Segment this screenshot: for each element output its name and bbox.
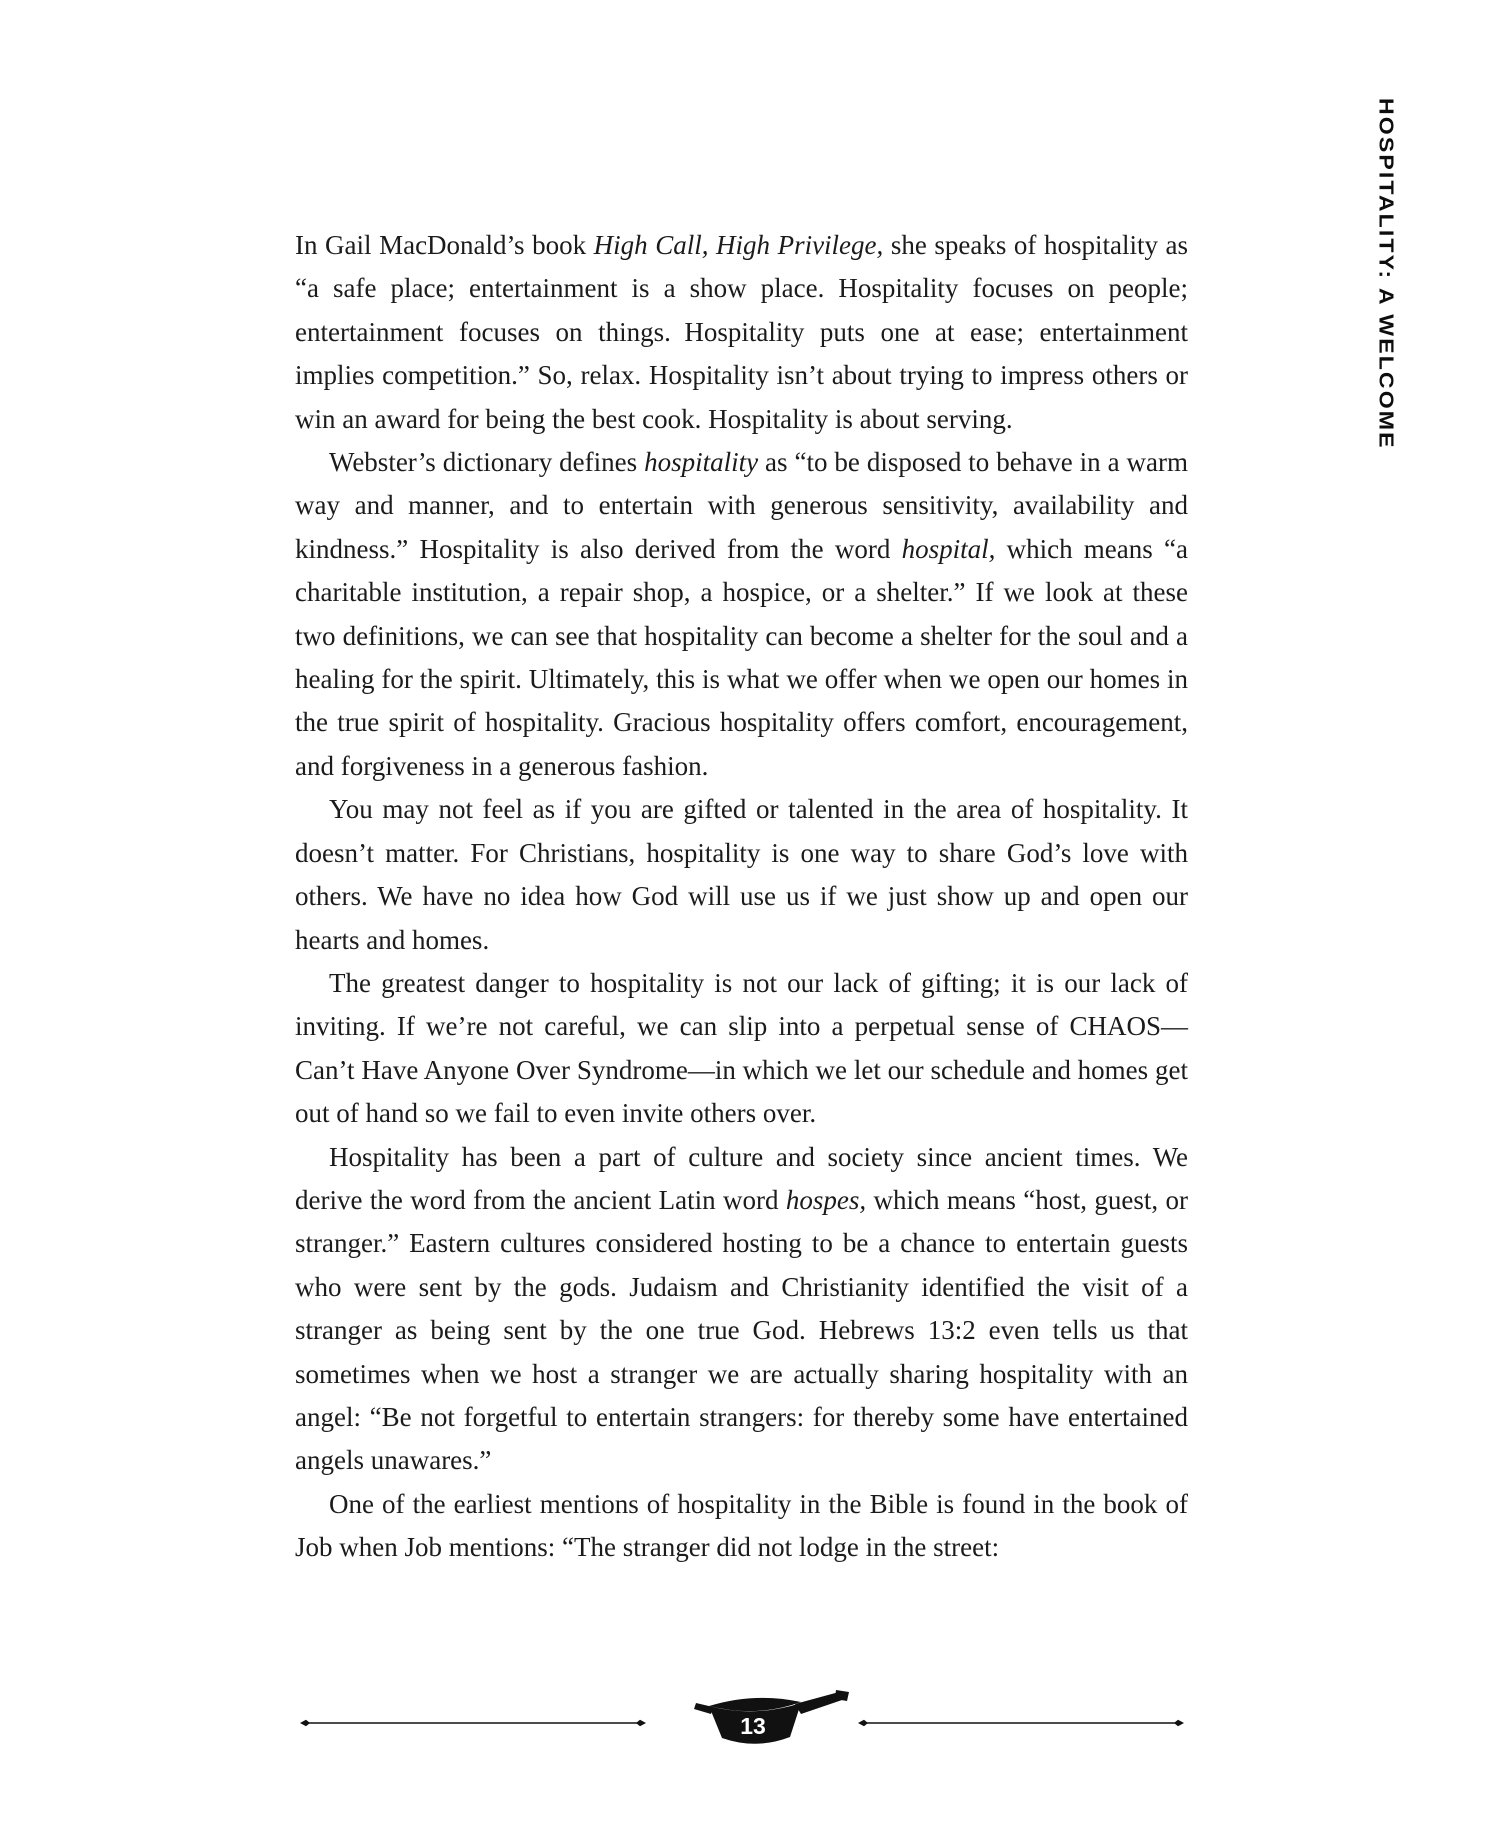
- text-run: she speaks of hospitality as “a safe place; entertainment is a show place. Hospitality focuses on people; entertainment focuses on things. Hospitality puts one at ease; entertainment implies competition.” So, relax. Hospitality isn’t about trying to impress others or win an award for being the best cook. Hospitality is about serving.: [295, 230, 1188, 434]
- footer-rule-left: [300, 1718, 646, 1728]
- text-run: In Gail MacDonald’s book: [295, 230, 594, 260]
- body-text: [295, 224, 1188, 1570]
- paragraph: [295, 962, 1188, 1136]
- chapter-running-head: HOSPITALITY: A WELCOME: [1374, 98, 1398, 450]
- paragraph: [295, 1483, 1188, 1570]
- italic-text-run: hospitality: [644, 447, 759, 478]
- text-run: which means “a charitable institution, a repair shop, a hospice, or a shelter.” If we look at these two definitions, we can see that hospitality can become a shelter for the soul and a healing for the spirit. Ultimately, this is what we offer when we open our homes in the true spirit of hospitality. Gracious hospitality offers comfort, encouragement, and forgiveness in a generous fashion.: [295, 533, 1188, 781]
- paragraph: [295, 441, 1188, 788]
- text-run: which means “host, guest, or stranger.” Eastern cultures considered hosting to be a chance to entertain guests who were sent by the gods. Judaism and Christianity identified the visit of a stranger as being sent by the one true God. Hebrews 13:2 even tells us that sometimes when we host a stranger we are actually sharing hospitality with an angel: “Be not forgetful to entertain strangers: for thereby some have entertained angels unawares.”: [295, 1184, 1188, 1476]
- italic-text-run: High Call, High Privilege,: [593, 230, 884, 260]
- text-run: Webster’s dictionary defines: [329, 447, 645, 478]
- text-run: Hospitality has been a part of culture and society since ancient times. We derive the word from the ancient Latin word: [295, 1141, 1188, 1215]
- paragraph: [295, 788, 1188, 962]
- text-run: as “to be disposed to behave in a warm way and manner, and to entertain with generous sensitivity, availability and kindness.” Hospitality is also derived from the word: [295, 447, 1189, 564]
- italic-text-run: hospital,: [901, 533, 996, 564]
- paragraph: [295, 1136, 1188, 1483]
- text-run: One of the earliest mentions of hospitality in the Bible is found in the book of Job when Job mentions: “The stranger did not lodge in the street:: [295, 1488, 1188, 1563]
- page-footer: [0, 1680, 1500, 1770]
- text-run: You may not feel as if you are gifted or talented in the area of hospitality. It doesn’t matter. For Christians, hospitality is one way to share God’s love with others. We have no idea how God will use us if we just show up and open our hearts and homes.: [295, 794, 1188, 955]
- page-number: 13: [740, 1713, 766, 1739]
- italic-text-run: hospes,: [785, 1184, 867, 1215]
- footer-rule-right: [858, 1718, 1184, 1728]
- text-run: The greatest danger to hospitality is not our lack of gifting; it is our lack of inviting. If we’re not careful, we can slip into a perpetual sense of CHAOS—Can’t Have Anyone Over Syndrome—in which we let our schedule and homes get out of hand so we fail to even invite others over.: [295, 967, 1188, 1129]
- skillet-icon: [693, 1688, 853, 1756]
- paragraph: [295, 224, 1188, 441]
